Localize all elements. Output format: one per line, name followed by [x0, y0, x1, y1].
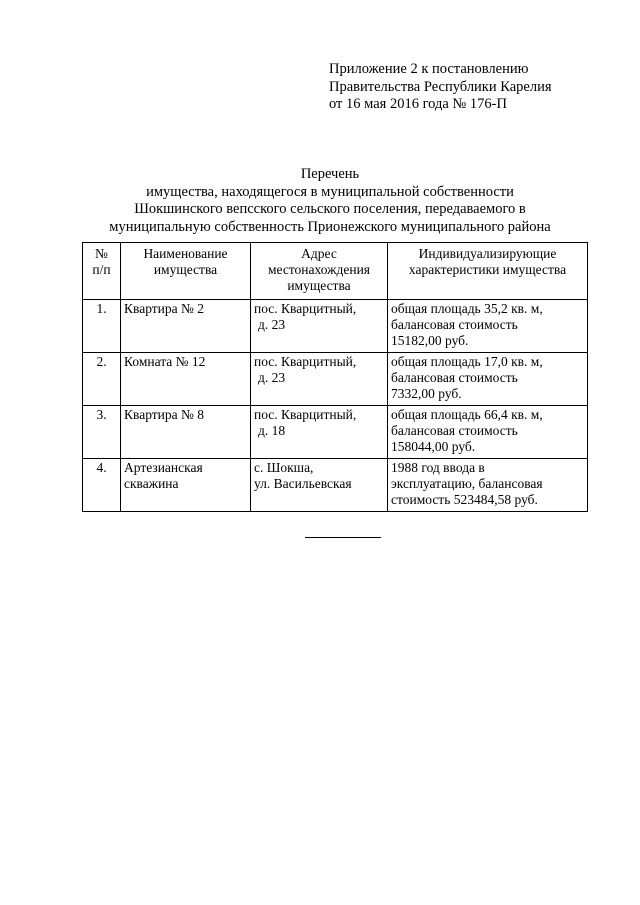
- row-name: [121, 300, 251, 353]
- cell-text: стоимость 523484,58 руб.: [391, 492, 538, 507]
- table-row: [83, 459, 588, 512]
- cell-text: балансовая стоимость: [391, 423, 518, 438]
- row-characteristics: [388, 459, 588, 512]
- header-text: местонахождения: [267, 262, 371, 277]
- cell-text: скважина: [124, 476, 179, 491]
- property-table: [82, 242, 588, 512]
- cell-text: с. Шокша,: [254, 460, 314, 475]
- header-number: [83, 243, 121, 300]
- header-text: характеристики имущества: [408, 262, 567, 277]
- document-title: [80, 166, 580, 236]
- cell-text: д. 18: [258, 423, 286, 438]
- appendix-line: Правительства Республики Карелия: [329, 78, 552, 95]
- row-number: 2.: [83, 353, 121, 406]
- cell-text: 15182,00 руб.: [391, 333, 469, 348]
- table-header-row: [83, 243, 588, 300]
- cell-text: Квартира № 2: [124, 301, 205, 316]
- end-divider-line: [305, 537, 381, 538]
- row-name: [121, 353, 251, 406]
- title-line: Шокшинского вепсского сельского поселения, передаваемого в: [134, 201, 526, 217]
- header-text: Наименование: [143, 246, 228, 261]
- row-address: [251, 353, 388, 406]
- row-number: 1.: [83, 300, 121, 353]
- row-characteristics: [388, 300, 588, 353]
- cell-text: 1988 год ввода в: [391, 460, 485, 475]
- header-text: №: [95, 246, 108, 261]
- row-address: [251, 459, 388, 512]
- header-characteristics: [388, 243, 588, 300]
- cell-text: Квартира № 8: [124, 407, 205, 422]
- cell-text: пос. Кварцитный,: [254, 301, 357, 316]
- cell-text: балансовая стоимость: [391, 317, 518, 332]
- cell-text: общая площадь 35,2 кв. м,: [391, 301, 543, 316]
- cell-text: 158044,00 руб.: [391, 439, 476, 454]
- table-row: [83, 300, 588, 353]
- cell-text: общая площадь 66,4 кв. м,: [391, 407, 543, 422]
- title-line: имущества, находящегося в муниципальной собственности: [146, 183, 514, 200]
- title-line: муниципальную собственность Прионежского муниципального района: [109, 218, 551, 235]
- cell-text: Комната № 12: [124, 354, 206, 369]
- row-name: [121, 406, 251, 459]
- cell-text: балансовая стоимость: [391, 370, 518, 385]
- title-line: Перечень: [300, 166, 360, 182]
- cell-text: общая площадь 17,0 кв. м,: [391, 354, 543, 369]
- row-number: 3.: [83, 406, 121, 459]
- cell-text: д. 23: [258, 317, 286, 332]
- row-address: [251, 300, 388, 353]
- cell-text: ул. Васильевская: [254, 476, 352, 491]
- cell-text: д. 23: [258, 370, 286, 385]
- header-address: [251, 243, 388, 300]
- appendix-reference: [329, 61, 552, 114]
- header-text: имущества: [287, 278, 351, 293]
- appendix-line: Приложение 2 к постановлению: [329, 61, 529, 77]
- header-text: имущества: [153, 262, 218, 277]
- row-address: [251, 406, 388, 459]
- row-name: [121, 459, 251, 512]
- row-number: 4.: [83, 459, 121, 512]
- row-characteristics: [388, 406, 588, 459]
- cell-text: пос. Кварцитный,: [254, 407, 357, 422]
- row-characteristics: [388, 353, 588, 406]
- table-row: [83, 406, 588, 459]
- header-text: Индивидуализирующие: [418, 246, 557, 261]
- cell-text: эксплуатацию, балансовая: [391, 476, 543, 491]
- cell-text: 7332,00 руб.: [391, 386, 462, 401]
- table-row: [83, 353, 588, 406]
- header-text: Адрес: [301, 246, 337, 261]
- header-text: п/п: [92, 262, 111, 277]
- appendix-line: от 16 мая 2016 года № 176-П: [329, 96, 507, 112]
- cell-text: Артезианская: [124, 460, 203, 475]
- cell-text: пос. Кварцитный,: [254, 354, 357, 369]
- header-name: [121, 243, 251, 300]
